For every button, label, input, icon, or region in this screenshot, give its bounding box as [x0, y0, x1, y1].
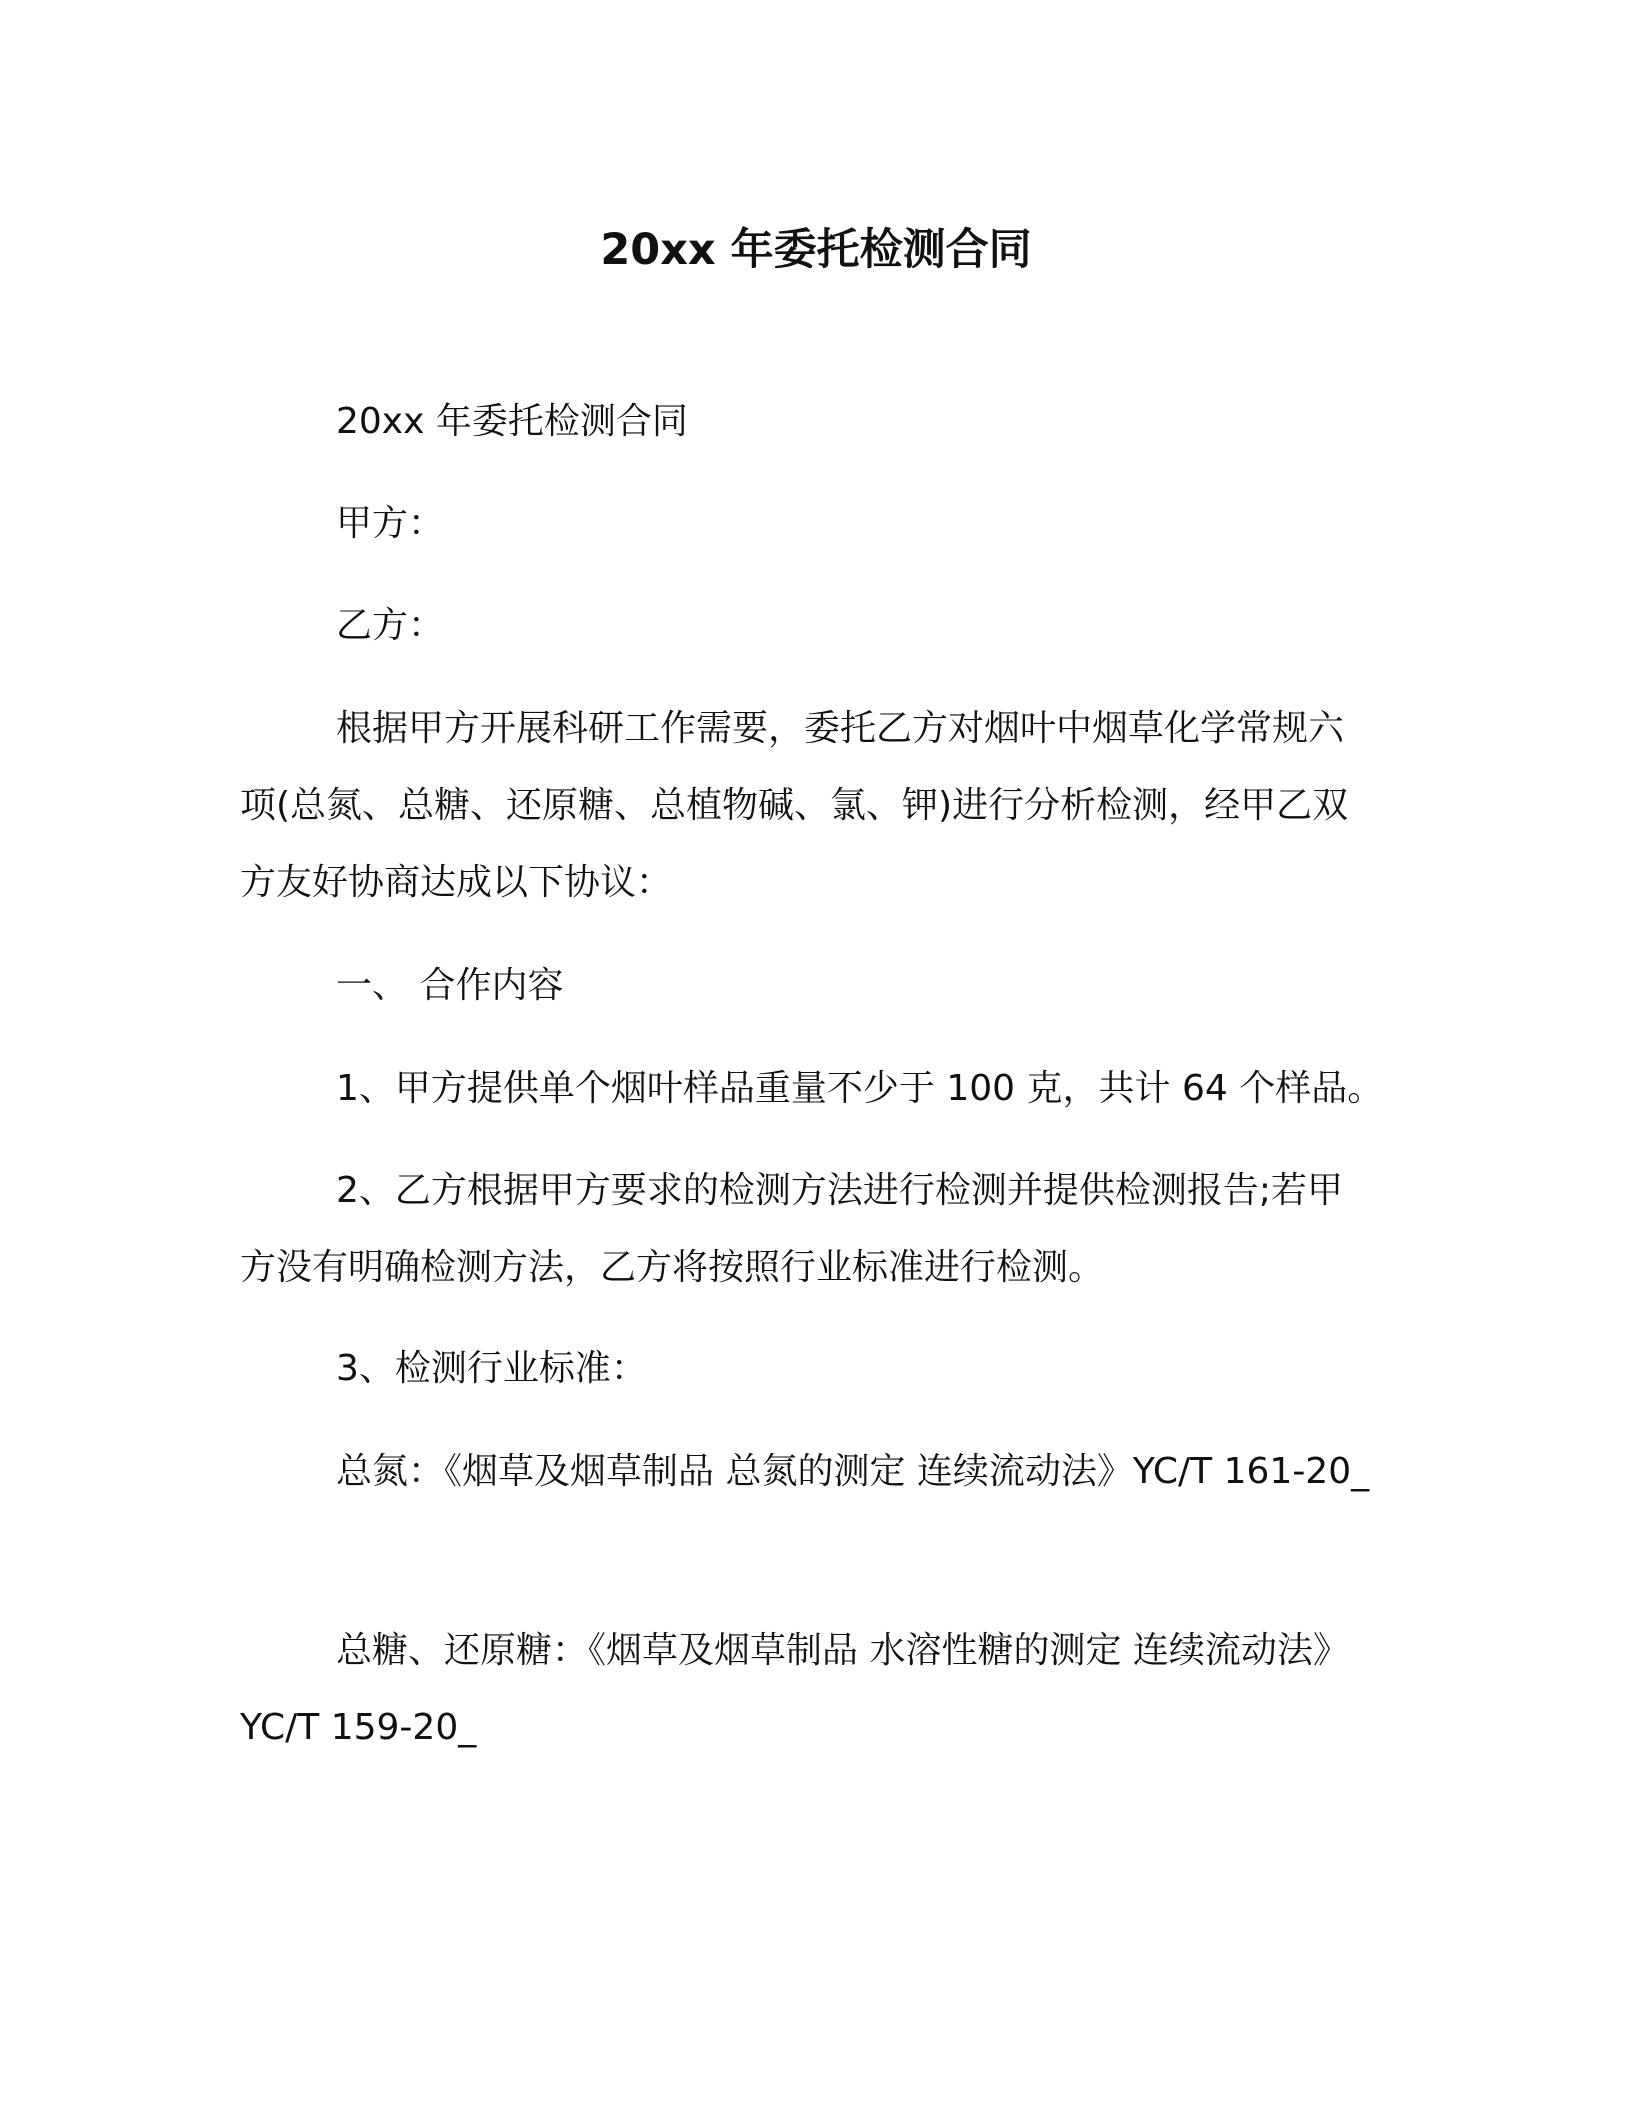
paragraph-party-a: 甲方： — [336, 503, 445, 544]
clause-3: 3、检测行业标准： — [336, 1348, 647, 1389]
paragraph-party-b: 乙方： — [336, 605, 445, 646]
standard-total-nitrogen: 总氮：《烟草及烟草制品 总氮的测定 连续流动法》YC/T 161-20_ — [336, 1451, 1370, 1492]
clause-1: 1、甲方提供单个烟叶样品重量不少于 100 克，共计 64 个样品。 — [336, 1068, 1384, 1109]
paragraph-preamble: 根据甲方开展科研工作需要，委托乙方对烟叶中烟草化学常规六项(总氮、总糖、还原糖、总植物碱、氯、钾)进行分析检测，经甲乙双方友好协商达成以下协议： — [240, 708, 1349, 903]
section-heading-cooperation: 一、 合作内容 — [336, 965, 564, 1006]
clause-2: 2、乙方根据甲方要求的检测方法进行检测并提供检测报告;若甲方没有明确检测方法，乙方将按照行业标准进行检测。 — [240, 1170, 1344, 1288]
document-title: 20xx 年委托检测合同 — [600, 225, 1032, 275]
standard-total-sugar: 总糖、还原糖：《烟草及烟草制品 水溶性糖的测定 连续流动法》YC/T 159-20_ — [240, 1630, 1349, 1748]
paragraph-contract-heading: 20xx 年委托检测合同 — [336, 401, 688, 442]
